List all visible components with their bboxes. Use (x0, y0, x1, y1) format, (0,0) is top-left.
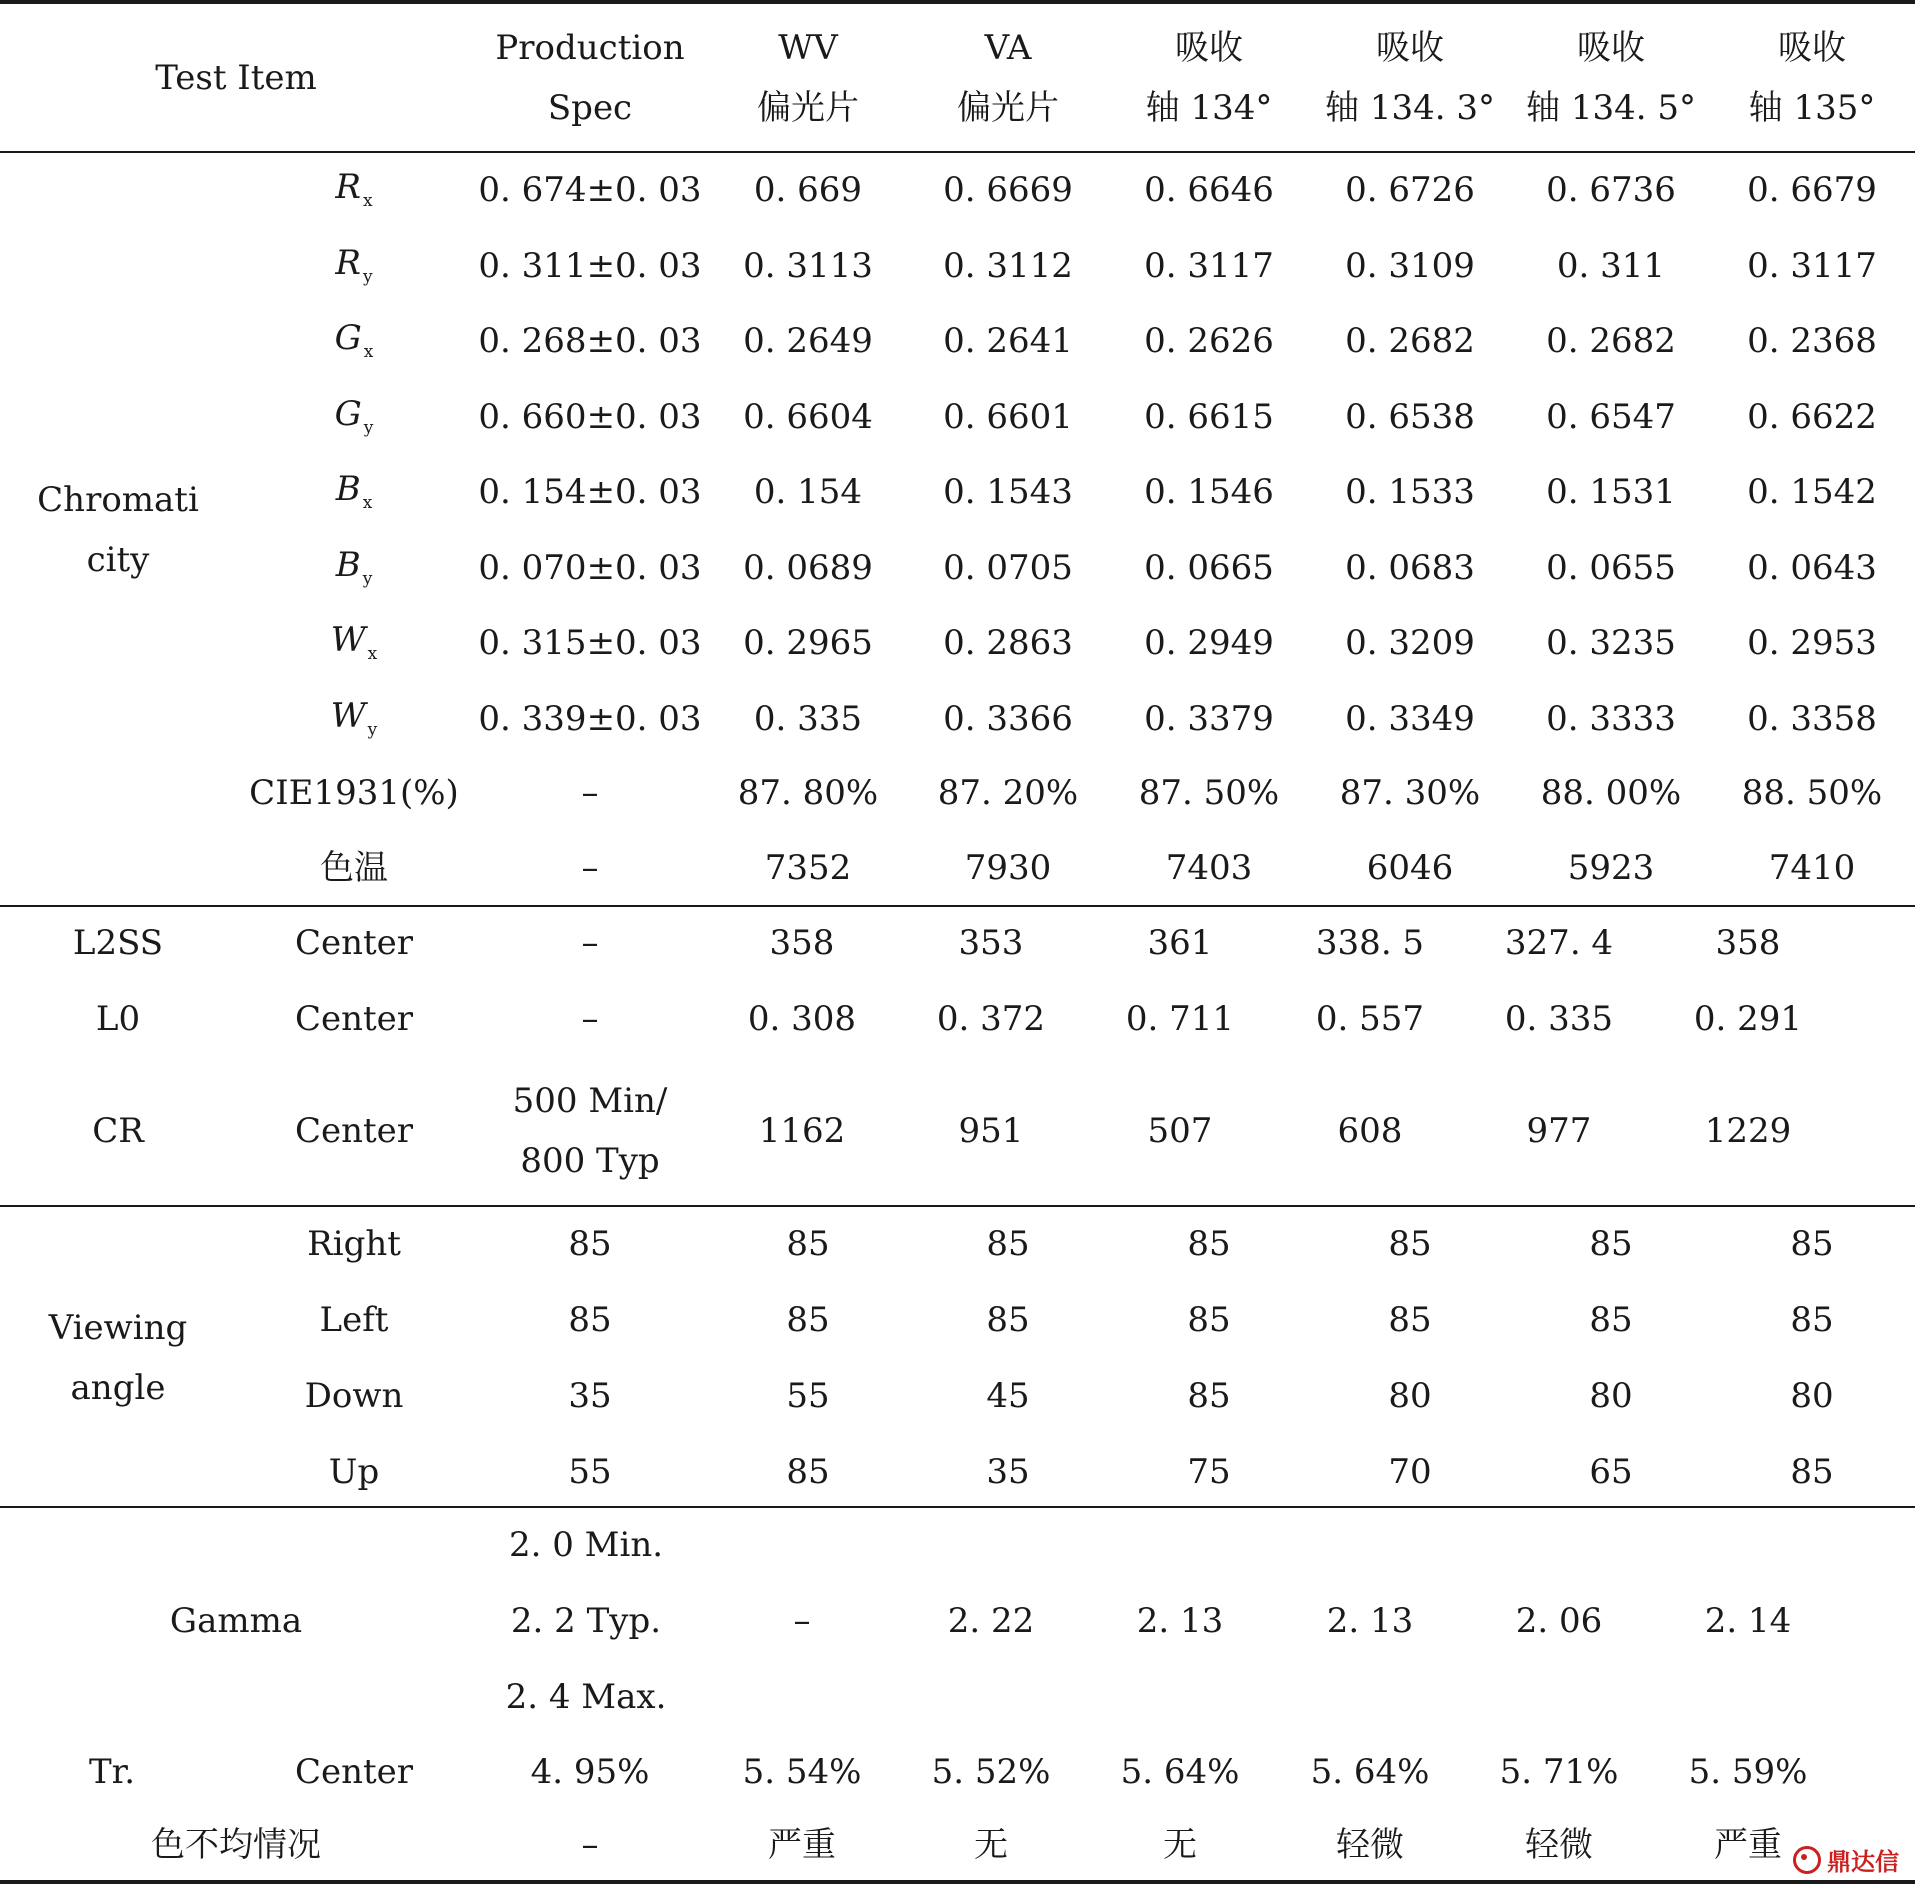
value-cell: 0. 2863 (943, 623, 1073, 663)
symbol-letter: R (335, 242, 361, 283)
symbol-letter: G (334, 393, 362, 434)
value-cell: 85 (786, 1224, 830, 1264)
header-spec-line2: Spec (547, 88, 633, 128)
value-cell: 0. 335 (753, 698, 863, 739)
value-cell: 0. 3358 (1747, 698, 1877, 739)
value-cell: 80 (1388, 1376, 1432, 1416)
value-cell: 0. 6679 (1747, 170, 1877, 210)
row-label-tr: Tr. (88, 1752, 136, 1792)
value-cell: 327. 4 (1504, 923, 1614, 963)
spec-cell: – (581, 999, 599, 1039)
value-cell: 977 (1526, 1111, 1592, 1151)
header-col-line1: VA (984, 28, 1032, 68)
value-cell: 0. 6615 (1144, 396, 1274, 437)
value-cell: 0. 6604 (743, 396, 873, 437)
header-col-line2: 偏光片 (757, 88, 859, 128)
value-cell: 70 (1388, 1452, 1432, 1492)
value-cell: 45 (986, 1376, 1030, 1416)
value-cell: 88. 00% (1540, 773, 1682, 813)
value-cell: 严重 (768, 1825, 836, 1865)
value-cell: 0. 335 (1504, 999, 1614, 1039)
header-col-line2: 轴 134. 5° (1526, 88, 1696, 128)
value-cell: 0. 2965 (743, 623, 873, 663)
spec-cell-line: 2. 0 Min. (508, 1525, 664, 1565)
section-rule (0, 1205, 1915, 1207)
value-cell: 85 (1589, 1300, 1633, 1340)
symbol-letter: W (330, 620, 366, 660)
row-label-cr: CR (92, 1111, 144, 1151)
spec-cell-line2: 800 Typ (520, 1141, 660, 1181)
value-cell: 7403 (1165, 848, 1253, 888)
value-cell: 0. 3379 (1144, 698, 1274, 739)
spec-cell: 0. 339±0. 03 (478, 698, 702, 739)
symbol-subscript: x (367, 644, 378, 664)
value-cell: 0. 6726 (1345, 170, 1475, 210)
spec-cell: 85 (568, 1224, 612, 1264)
value-cell: 507 (1147, 1111, 1213, 1151)
row-label-temp: 色温 (320, 848, 388, 888)
value-cell: 55 (786, 1376, 830, 1416)
value-cell: 0. 3113 (743, 245, 873, 286)
value-cell: 361 (1147, 923, 1213, 963)
position-cell: Center (294, 999, 414, 1039)
spec-cell: 0. 315±0. 03 (478, 623, 702, 663)
chromaticity-symbol (335, 544, 373, 589)
bottom-rule (0, 1880, 1915, 1884)
value-cell: 0. 0683 (1345, 547, 1475, 588)
value-cell: 0. 2641 (943, 321, 1073, 361)
value-cell: 0. 1546 (1144, 472, 1274, 512)
value-cell: 85 (986, 1224, 1030, 1264)
direction-cell: Left (319, 1300, 389, 1340)
value-cell: 85 (1187, 1224, 1231, 1264)
value-cell: 0. 0643 (1747, 547, 1877, 588)
value-cell: 85 (1187, 1300, 1231, 1340)
value-cell: 5. 59% (1688, 1752, 1808, 1792)
value-cell: 85 (986, 1300, 1030, 1340)
value-cell: 0. 308 (747, 999, 857, 1039)
value-cell: 85 (1790, 1452, 1834, 1492)
spec-cell: 35 (568, 1376, 612, 1416)
value-cell: 5. 52% (931, 1752, 1051, 1792)
value-cell: 353 (958, 923, 1024, 963)
value-cell: 5. 64% (1120, 1752, 1240, 1792)
spec-cell: 0. 070±0. 03 (478, 547, 702, 588)
top-rule (0, 0, 1915, 4)
value-cell: 358 (769, 923, 835, 963)
row-label-cie: CIE1931(%) (249, 773, 459, 813)
spec-cell: 0. 674±0. 03 (478, 170, 702, 210)
value-cell: 1229 (1704, 1111, 1792, 1151)
value-cell: 严重 (1714, 1825, 1782, 1865)
value-cell: 0. 6622 (1747, 396, 1877, 437)
value-cell: 85 (1187, 1376, 1231, 1416)
value-cell: 0. 3333 (1546, 698, 1676, 739)
row-label-l0: L0 (95, 999, 141, 1039)
position-cell: Center (294, 923, 414, 963)
value-cell: 0. 372 (936, 999, 1046, 1039)
group-label-chromaticity-line2: city (86, 540, 150, 580)
symbol-subscript: x (362, 493, 373, 513)
value-cell: 0. 6601 (943, 396, 1073, 437)
watermark-logo-icon (1793, 1846, 1821, 1874)
value-cell: 6046 (1366, 848, 1454, 888)
value-cell: 无 (974, 1825, 1008, 1865)
watermark (1793, 1842, 1899, 1877)
value-cell: 0. 3109 (1345, 245, 1475, 286)
header-col-line2: 轴 134. 3° (1325, 88, 1495, 128)
symbol-subscript: y (367, 719, 378, 740)
value-cell: 85 (1388, 1224, 1432, 1264)
value-cell: 0. 711 (1125, 999, 1235, 1039)
value-cell: 0. 2649 (743, 321, 873, 361)
value-cell: 358 (1715, 923, 1781, 963)
spec-cell: 85 (568, 1300, 612, 1340)
value-cell: 2. 14 (1704, 1601, 1792, 1641)
direction-cell: Right (307, 1224, 401, 1264)
value-cell: 0. 3112 (943, 245, 1073, 286)
value-cell: 951 (958, 1111, 1024, 1151)
value-cell: 0. 2626 (1144, 321, 1274, 361)
value-cell: 85 (1790, 1224, 1834, 1264)
row-label-l2ss: L2SS (72, 923, 164, 963)
header-col-line2: 轴 135° (1748, 88, 1876, 128)
value-cell: 5. 71% (1499, 1752, 1619, 1792)
value-cell: 80 (1790, 1376, 1834, 1416)
value-cell: 0. 291 (1693, 999, 1803, 1039)
value-cell: 0. 0655 (1546, 547, 1676, 588)
header-col-line1: WV (778, 28, 838, 68)
symbol-letter: G (334, 318, 362, 358)
chromaticity-symbol (334, 393, 374, 438)
spec-cell: – (581, 923, 599, 963)
value-cell: 338. 5 (1315, 923, 1425, 963)
header-rule (0, 151, 1915, 153)
header-col-line2: 偏光片 (957, 88, 1059, 128)
spec-cell: – (581, 1825, 599, 1865)
header-col-line2: 轴 134° (1145, 88, 1273, 128)
value-cell: 5. 64% (1310, 1752, 1430, 1792)
value-cell: 87. 20% (937, 773, 1079, 813)
value-cell: 0. 6646 (1144, 170, 1274, 210)
value-cell: 0. 1542 (1747, 472, 1877, 512)
value-cell: 7410 (1768, 848, 1856, 888)
value-cell: 87. 50% (1138, 773, 1280, 813)
symbol-letter: B (335, 469, 361, 509)
chromaticity-symbol (330, 620, 378, 664)
row-label-mura: 色不均情况 (151, 1825, 321, 1865)
value-cell: 0. 557 (1315, 999, 1425, 1039)
value-cell: 0. 3366 (943, 698, 1073, 739)
symbol-subscript: y (362, 568, 373, 589)
value-cell: 85 (1589, 1224, 1633, 1264)
value-cell: 0. 1533 (1345, 472, 1475, 512)
symbol-letter: W (330, 695, 366, 736)
value-cell: 0. 3117 (1144, 245, 1274, 286)
value-cell: 85 (1388, 1300, 1432, 1340)
value-cell: 0. 3209 (1345, 623, 1475, 663)
value-cell: 0. 669 (753, 170, 863, 210)
spec-cell: 4. 95% (530, 1752, 650, 1792)
value-cell: 0. 3117 (1747, 245, 1877, 286)
symbol-subscript: x (363, 342, 374, 362)
value-cell: 0. 311 (1556, 245, 1666, 286)
value-cell: 0. 2953 (1747, 623, 1877, 663)
value-cell: 5. 54% (742, 1752, 862, 1792)
value-cell: 85 (786, 1452, 830, 1492)
position-cell: Center (294, 1752, 414, 1792)
value-cell: 80 (1589, 1376, 1633, 1416)
value-cell: 0. 154 (753, 472, 863, 512)
value-cell: 0. 2682 (1546, 321, 1676, 361)
header-test-item: Test Item (155, 58, 317, 98)
value-cell: 1162 (758, 1111, 846, 1151)
value-cell: 0. 3235 (1546, 623, 1676, 663)
value-cell: 0. 6736 (1546, 170, 1676, 210)
value-cell: 65 (1589, 1452, 1633, 1492)
spec-cell: – (581, 773, 599, 813)
group-label-chromaticity-line1: Chromati (37, 480, 199, 520)
value-cell: 无 (1163, 1825, 1197, 1865)
chromaticity-symbol (335, 469, 373, 513)
header-col-line1: 吸收 (1376, 28, 1444, 68)
section-rule (0, 905, 1915, 907)
value-cell: 75 (1187, 1452, 1231, 1492)
value-cell: 85 (786, 1300, 830, 1340)
spec-cell: 0. 268±0. 03 (478, 321, 702, 361)
header-spec-line1: Production (495, 28, 685, 68)
value-cell: 0. 1543 (943, 472, 1073, 512)
chromaticity-symbol (334, 318, 374, 362)
value-cell: 2. 13 (1326, 1601, 1414, 1641)
chromaticity-symbol (335, 167, 373, 211)
value-cell: 0. 6669 (943, 170, 1073, 210)
group-label-viewing-line2: angle (70, 1368, 166, 1408)
value-cell: 88. 50% (1741, 773, 1883, 813)
value-cell: 轻微 (1336, 1825, 1404, 1865)
direction-cell: Up (328, 1452, 380, 1492)
value-cell: 0. 2949 (1144, 623, 1274, 663)
spec-cell: 55 (568, 1452, 612, 1492)
value-cell: 0. 0689 (743, 547, 873, 588)
value-cell: 87. 30% (1339, 773, 1481, 813)
section-rule (0, 1506, 1915, 1508)
spec-cell-line: 2. 2 Typ. (510, 1601, 662, 1641)
group-label-viewing-line1: Viewing (48, 1308, 188, 1348)
value-cell: 0. 6538 (1345, 396, 1475, 437)
value-cell: – (793, 1601, 811, 1641)
direction-cell: Down (304, 1376, 404, 1416)
value-cell: 5923 (1567, 848, 1655, 888)
header-col-line1: 吸收 (1577, 28, 1645, 68)
value-cell: 0. 3349 (1345, 698, 1475, 739)
value-cell: 轻微 (1525, 1825, 1593, 1865)
value-cell: 35 (986, 1452, 1030, 1492)
symbol-subscript: y (363, 266, 373, 287)
symbol-letter: B (335, 544, 361, 585)
value-cell: 7930 (964, 848, 1052, 888)
chromaticity-symbol (335, 242, 373, 287)
value-cell: 2. 13 (1136, 1601, 1224, 1641)
value-cell: 2. 22 (947, 1601, 1035, 1641)
value-cell: 7352 (764, 848, 852, 888)
row-label-gamma: Gamma (169, 1601, 303, 1641)
spec-cell: 0. 660±0. 03 (478, 396, 702, 437)
spec-cell: 0. 311±0. 03 (478, 245, 702, 286)
value-cell: 0. 2682 (1345, 321, 1475, 361)
symbol-subscript: y (363, 417, 374, 438)
chromaticity-symbol (330, 695, 378, 740)
position-cell: Center (294, 1111, 414, 1151)
header-col-line1: 吸收 (1175, 28, 1243, 68)
value-cell: 0. 0665 (1144, 547, 1274, 588)
value-cell: 0. 2368 (1747, 321, 1877, 361)
value-cell: 85 (1790, 1300, 1834, 1340)
value-cell: 608 (1337, 1111, 1403, 1151)
value-cell: 0. 1531 (1546, 472, 1676, 512)
symbol-letter: R (335, 167, 362, 207)
spec-cell: – (581, 848, 599, 888)
value-cell: 87. 80% (737, 773, 879, 813)
symbol-subscript: x (363, 191, 373, 211)
spec-cell-line1: 500 Min/ (512, 1081, 668, 1121)
watermark-text: 鼎达信 (1827, 1848, 1899, 1876)
value-cell: 0. 0705 (943, 547, 1073, 588)
spec-cell: 0. 154±0. 03 (478, 472, 702, 512)
spec-cell-line: 2. 4 Max. (505, 1677, 667, 1717)
header-col-line1: 吸收 (1778, 28, 1846, 68)
value-cell: 2. 06 (1515, 1601, 1603, 1641)
value-cell: 0. 6547 (1546, 396, 1676, 437)
